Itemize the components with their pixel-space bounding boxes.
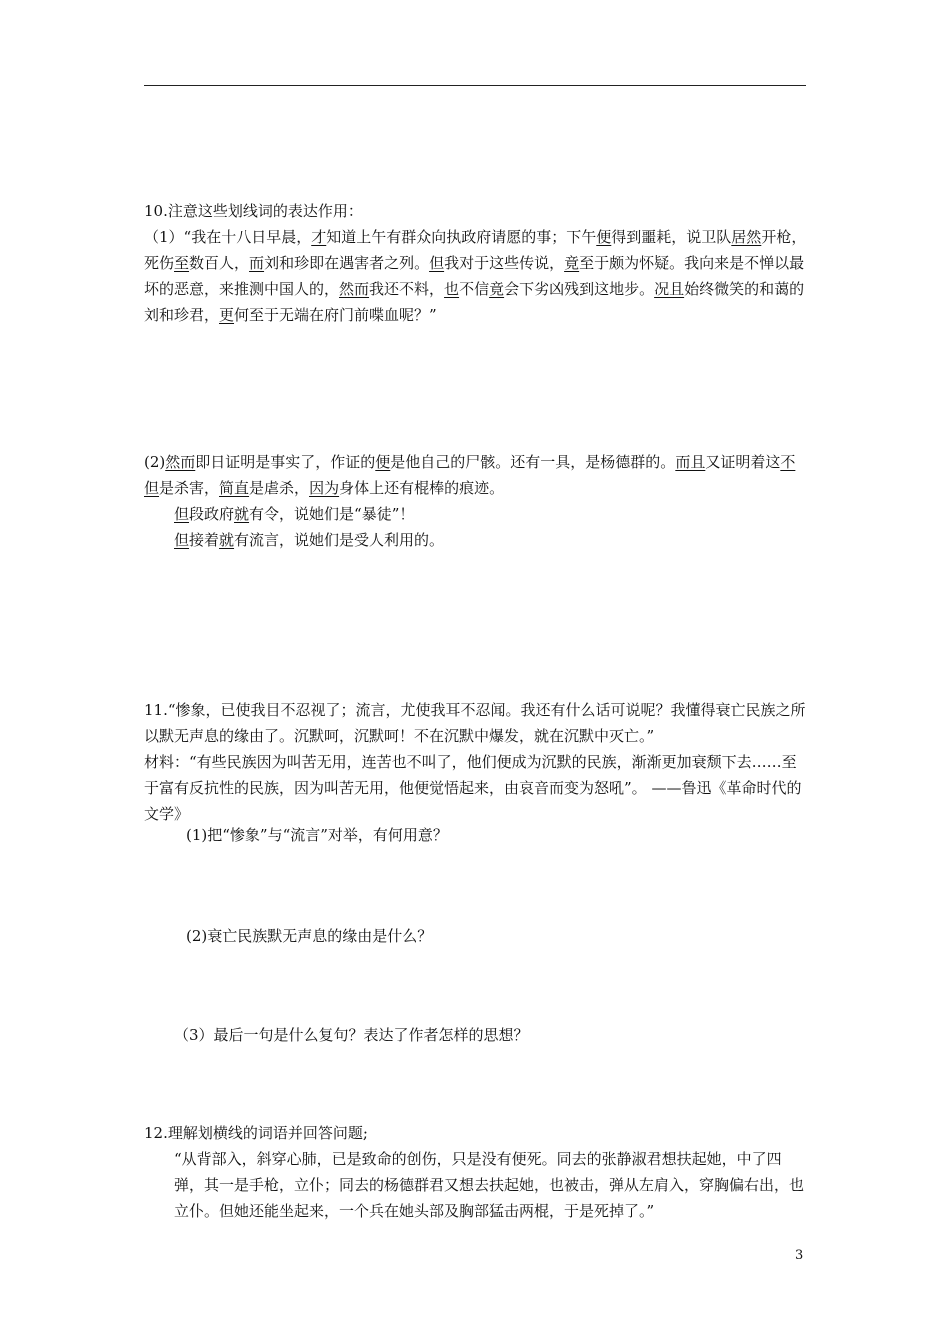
- text-run: 数百人，: [189, 254, 250, 272]
- underlined-word: 也: [444, 280, 460, 298]
- text-run: （1）“: [144, 228, 192, 246]
- question-10: [144, 198, 810, 328]
- text-run: 知道上午有群众向执政府请愿的事；下午: [326, 228, 597, 246]
- q11-quote: 11.“惨象，已使我目不忍视了；流言，尤使我耳不忍闻。我还有什么话可说呢？我懂得衰亡民族之所以默无声息的缘由了。沉默呵，沉默呵！不在沉默中爆发，就在沉默中灭亡。”: [144, 701, 806, 745]
- q12-title: 12.理解划横线的词语并回答问题;: [144, 1124, 368, 1142]
- text-run: 我还不料，: [369, 280, 445, 298]
- underlined-word: 更: [219, 306, 235, 324]
- q11-material: 材料：“有些民族因为叫苦无用，连苦也不叫了，他们便成为沉默的民族，渐渐更加衰颓下去……至于富有反抗性的民族，因为叫苦无用，他便觉悟起来，由哀音而变为怒吼”。 ——鲁迅《革命时代的文学》: [144, 753, 802, 823]
- text-run: 我对于这些传说，: [444, 254, 565, 272]
- text-run: 我在十八日早晨，: [191, 228, 312, 246]
- underlined-word: 就: [234, 505, 250, 523]
- text-run: 是虐杀，: [249, 479, 310, 497]
- text-run: 不信: [459, 280, 490, 298]
- page-number: 3: [795, 1248, 804, 1263]
- underlined-word: 便: [596, 228, 612, 246]
- underlined-word: 不但: [144, 453, 796, 497]
- header-rule: [144, 85, 806, 86]
- text-run: 至于颇为怀疑。我向来是不惮以最坏的恶意，来推测中国人的，: [144, 254, 805, 298]
- q11-sub-2: [144, 923, 810, 949]
- q10-title: 10.注意这些划线词的表达作用：: [144, 202, 363, 220]
- text-run: 即日证明是事实了，作证的: [195, 453, 376, 471]
- underlined-word: 况且: [654, 280, 685, 298]
- underlined-word: 竟: [564, 254, 580, 272]
- underlined-word: 但: [174, 505, 190, 523]
- text-run: 接着: [189, 531, 220, 549]
- q11-question-1: (1)把“惨象”与“流言”对举，有何用意？: [186, 826, 448, 844]
- q11-question-2: (2)衰亡民族默无声息的缘由是什么？: [186, 927, 433, 945]
- text-run: 始终微笑的和蔼的刘和珍君，: [144, 280, 805, 324]
- q10-passage-2: [144, 449, 810, 501]
- question-11: [144, 697, 810, 827]
- question-12: [144, 1120, 810, 1224]
- q10-passage-1: [144, 224, 810, 328]
- text-run: 开枪，死伤: [144, 228, 807, 272]
- underlined-word: 才: [311, 228, 327, 246]
- question-10-part-2: [144, 449, 810, 553]
- underlined-word: 就: [219, 531, 235, 549]
- underlined-word: 但: [174, 531, 190, 549]
- q12-quote: “从背部入，斜穿心肺，已是致命的创伤，只是没有便死。同去的张静淑君想扶起她，中了四弹，其一是手枪，立仆；同去的杨德群君又想去扶起她，也被击，弹从左肩入，穿胸偏右出，也立仆。但她还能坐起来，一个兵在她头部及胸部猛击两棍，于是死掉了。”: [174, 1150, 805, 1220]
- text-run: 得到噩耗，说卫队: [611, 228, 732, 246]
- text-run: 有流言，说她们是受人利用的。: [234, 531, 445, 549]
- underlined-word: 而且: [675, 453, 706, 471]
- underlined-word: 然而: [165, 453, 196, 471]
- underlined-word: 居然: [731, 228, 762, 246]
- text-run: 何至于无端在府门前喋血呢？”: [234, 306, 437, 324]
- underlined-word: 而: [249, 254, 265, 272]
- text-run: 刘和珍即在遇害者之列。: [264, 254, 430, 272]
- q10-passage-4: [144, 527, 810, 553]
- q11-sub-1: [144, 822, 810, 848]
- text-run: 是他自己的尸骸。还有一具，是杨德群的。: [390, 453, 676, 471]
- underlined-word: 简直: [219, 479, 250, 497]
- q11-sub-3: [144, 1022, 810, 1048]
- q10-passage-3: [144, 501, 810, 527]
- underlined-word: 然而: [339, 280, 370, 298]
- q11-question-3: （3）最后一句是什么复句？表达了作者怎样的思想？: [174, 1026, 529, 1044]
- text-run: 会下劣凶残到这地步。: [504, 280, 655, 298]
- text-run: 身体上还有棍棒的痕迹。: [339, 479, 505, 497]
- underlined-word: 因为: [309, 479, 340, 497]
- underlined-word: 但: [429, 254, 445, 272]
- underlined-word: 便: [375, 453, 391, 471]
- text-run: 段政府: [189, 505, 235, 523]
- text-run: 又证明着这: [705, 453, 781, 471]
- text-run: 有令，说她们是“暴徒”！: [249, 505, 415, 523]
- text-run: (2): [144, 453, 166, 471]
- text-run: 是杀害，: [159, 479, 220, 497]
- underlined-word: 至: [174, 254, 190, 272]
- underlined-word: 竟: [489, 280, 505, 298]
